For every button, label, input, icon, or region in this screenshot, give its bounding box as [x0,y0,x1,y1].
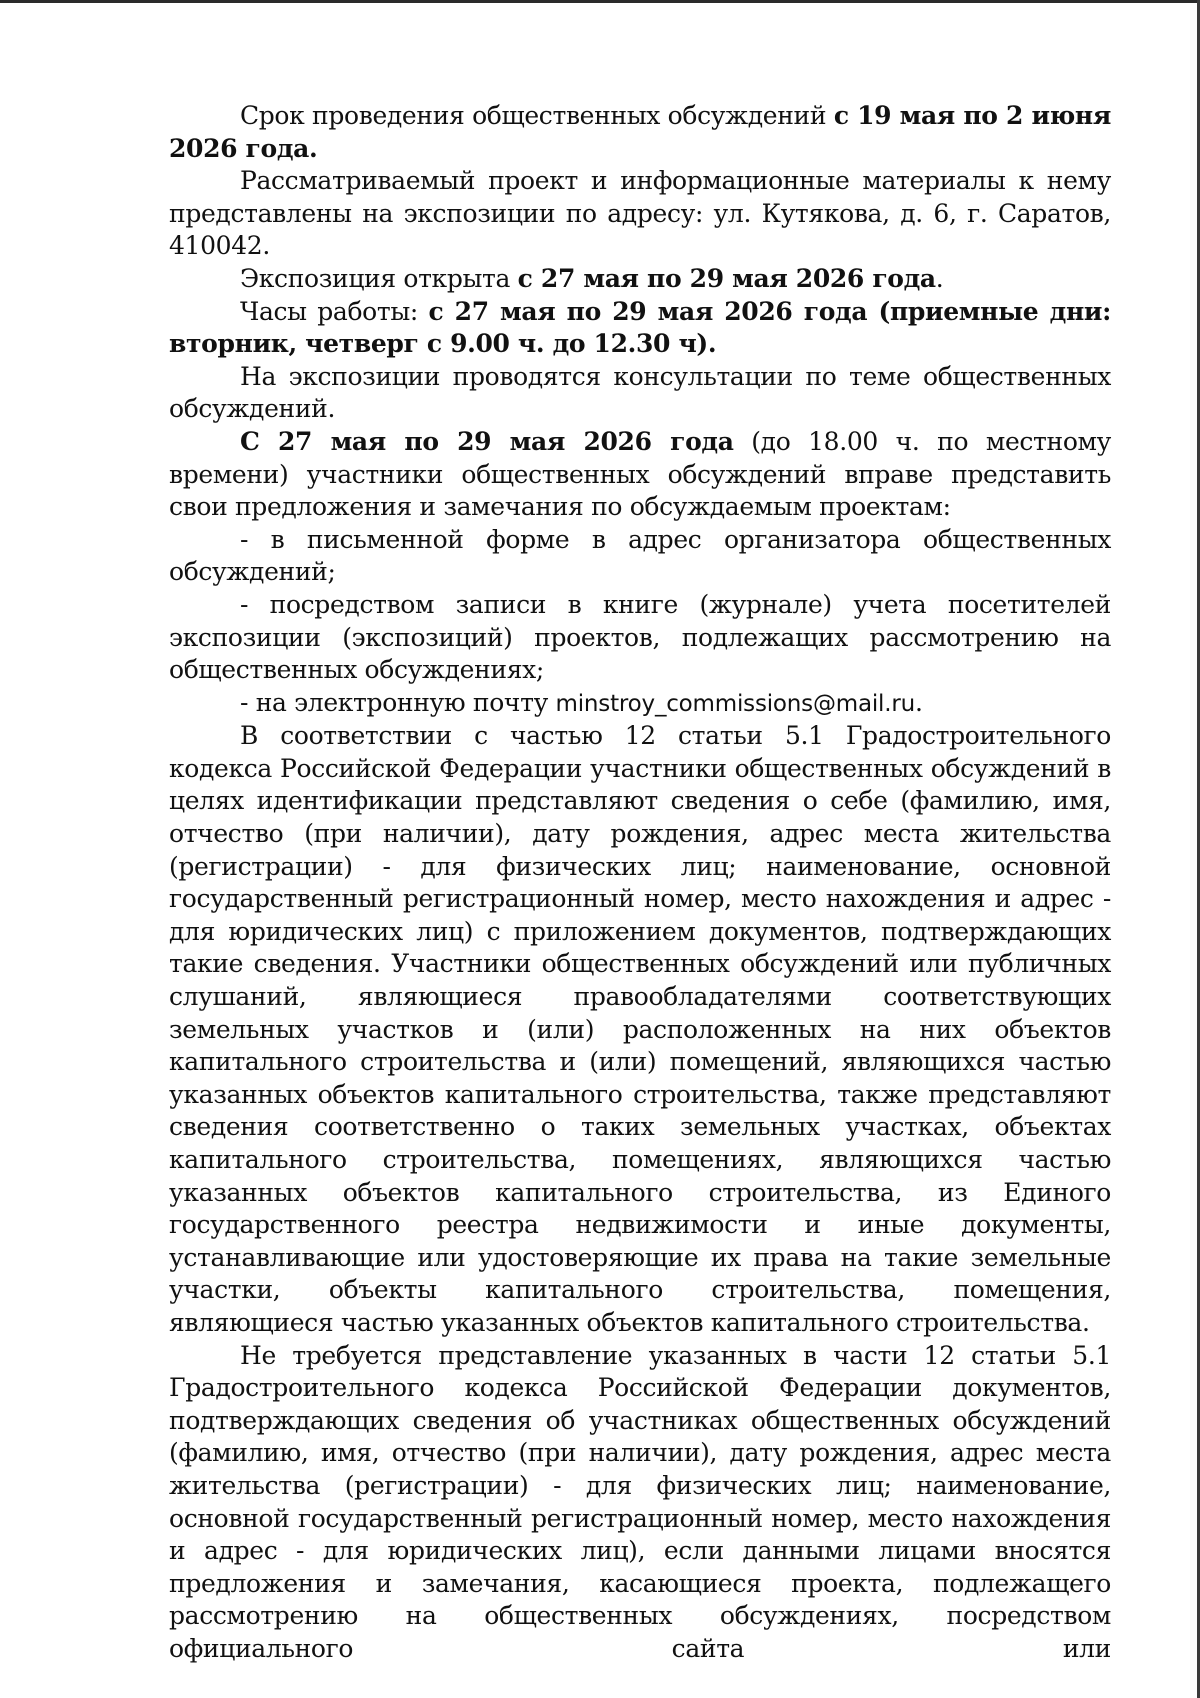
scan-edge-top [0,0,1200,3]
contact-email: minstroy_commissions@mail.ru [555,690,915,717]
paragraph-discussion-period: Срок проведения общественных обсуждений с 19 мая по 2 июня 2026 года. [169,101,1111,163]
submission-dates: С 27 мая по 29 мая 2026 года [240,426,734,456]
paragraph-exposition-open: Экспозиция открыта с 27 мая по 29 мая 2026 года. [240,263,944,293]
paragraph-consultations: На экспозиции проводятся консультации по теме общественных обсуждений. [169,361,1111,424]
list-item-written-form: - в письменной форме в адрес организатора общественных обсуждений; [169,524,1111,587]
list-item-visitor-book: - посредством записи в книге (журнале) учета посетителей экспозиции (экспозиций) проектов, подлежащих рассмотрению на общественных обсуждениях; [169,589,1111,685]
list-item-email: - на электронную почту minstroy_commissions@mail.ru. [240,687,923,717]
exposition-dates: с 27 мая по 29 мая 2026 года [517,263,936,293]
discussion-dates: с 19 мая по 2 июня 2026 года. [169,101,1111,163]
paragraph-documents-not-required: Не требуется представление указанных в части 12 статьи 5.1 Градостроительного кодекса Российской Федерации документов, подтверждающих сведения об участниках общественных обсуждений (фамилию, имя, отчество (при наличии), дату рождения, адрес места жительства (регистрации) - для физических лиц; наименование, основной государственный регистрационный номер, место нахождения и адрес - для юридических лиц), если данными лицами вносятся предложения и замечания, касающиеся проекта, подлежащего рассмотрению на общественных обсуждениях, посредством официального сайта или [169,1340,1111,1663]
paragraph-submission-period: С 27 мая по 29 мая 2026 года (до 18.00 ч. по местному времени) участники общественных обсуждений вправе представить свои предложения и замечания по обсуждаемым проектам: [169,426,1111,522]
document-body [169,100,1111,1666]
paragraph-identification-requirements: В соответствии с частью 12 статьи 5.1 Градостроительного кодекса Российской Федерации участники общественных обсуждений в целях идентификации представляют сведения о себе (фамилию, имя, отчество (при наличии), дату рождения, адрес места жительства (регистрации) - для физических лиц; наименование, основной государственный регистрационный номер, место нахождения и адрес - для юридических лиц) с приложением документов, подтверждающих такие сведения. Участники общественных обсуждений или публичных слушаний, являющиеся правообладателями соответствующих земельных участков и (или) расположенных на них объектов капитального строительства и (или) помещений, являющихся частью указанных объектов капитального строительства, также представляют сведения соответственно о таких земельных участках, объектах капитального строительства, помещениях, являющихся частью указанных объектов капитального строительства, из Единого государственного реестра недвижимости и иные документы, устанавливающие или удостоверяющие их права на такие земельные участки, объекты капитального строительства, помещения, являющиеся частью указанных объектов капитального строительства. [169,721,1111,1337]
paragraph-working-hours: Часы работы: с 27 мая по 29 мая 2026 года (приемные дни: вторник, четверг с 9.00 ч. до 12.30 ч). [169,296,1111,359]
working-hours-details: с 27 мая по 29 мая 2026 года (приемные дни: вторник, четверг с 9.00 ч. до 12.30 ч). [169,296,1111,359]
paragraph-project-location: Рассматриваемый проект и информационные материалы к нему представлены на экспозиции по адресу: ул. Кутякова, д. 6, г. Саратов, 410042. [169,166,1111,261]
